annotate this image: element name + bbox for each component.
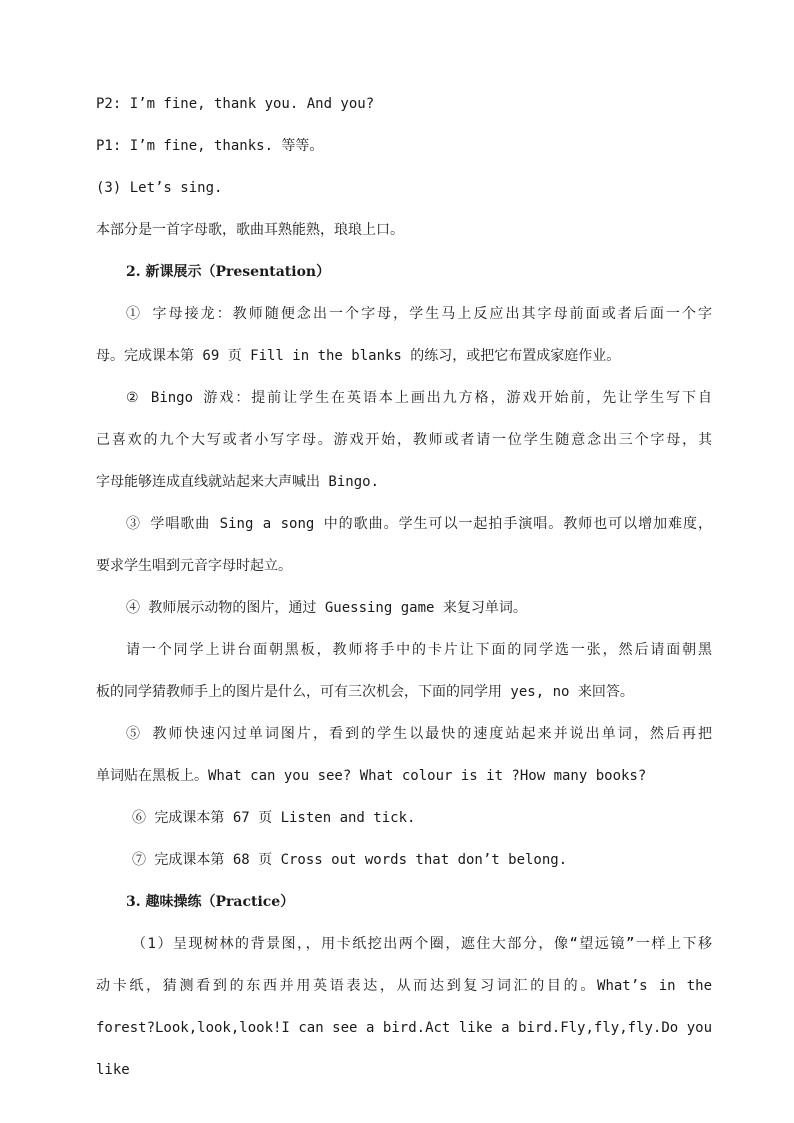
paragraph-line: （1）呈现树林的背景图，，用卡纸挖出两个圈，遮住大部分，像“望远镜”一样上下移 bbox=[132, 936, 712, 952]
paragraph-line: forest?Look,look,look!I can see a bird.Act like a bird.Fly,fly,fly.Do you bbox=[96, 1020, 712, 1036]
paragraph-line: 单词贴在黑板上。What can you see? What colour is it ?How many books? bbox=[96, 768, 647, 784]
paragraph-line: 请一个同学上讲台面朝黑板，教师将手中的卡片让下面的同学选一张，然后请面朝黑 bbox=[126, 642, 712, 658]
paragraph-line: ③ 学唱歌曲 Sing a song 中的歌曲。学生可以一起拍手演唱。教师也可以增加难度， bbox=[126, 516, 712, 532]
section-heading-practice: 3. 趣味操练（Practice） bbox=[126, 894, 295, 910]
paragraph-line: 己喜欢的九个大写或者小写字母。游戏开始，教师或者请一位学生随意念出三个字母，其 bbox=[96, 432, 712, 448]
paragraph-line: 字母能够连成直线就站起来大声喊出 Bingo. bbox=[96, 474, 379, 490]
paragraph-line: ⑤ 教师快速闪过单词图片，看到的学生以最快的速度站起来并说出单词，然后再把 bbox=[126, 726, 712, 742]
paragraph-line: ② Bingo 游戏：提前让学生在英语本上画出九方格，游戏开始前，先让学生写下自 bbox=[126, 390, 712, 406]
section-heading-presentation: 2. 新课展示（Presentation） bbox=[126, 264, 331, 280]
paragraph-line: 要求学生唱到元音字母时起立。 bbox=[96, 558, 292, 574]
paragraph-line: ① 字母接龙：教师随便念出一个字母，学生马上反应出其字母前面或者后面一个字 bbox=[126, 306, 712, 322]
lets-sing-label: (3) Let’s sing. bbox=[96, 180, 223, 196]
song-description: 本部分是一首字母歌，歌曲耳熟能熟，琅琅上口。 bbox=[96, 222, 404, 238]
paragraph-line: ⑦ 完成课本第 68 页 Cross out words that don’t belong. bbox=[132, 852, 568, 868]
paragraph-line: ⑥ 完成课本第 67 页 Listen and tick. bbox=[132, 810, 416, 826]
paragraph-line: 板的同学猜教师手上的图片是什么，可有三次机会，下面的同学用 yes, no 来回答。 bbox=[96, 684, 634, 700]
dialogue-line-p2: P2: I’m fine, thank you. And you? bbox=[96, 96, 375, 112]
paragraph-line: like bbox=[96, 1062, 130, 1078]
paragraph-line: ④ 教师展示动物的图片，通过 Guessing game 来复习单词。 bbox=[126, 600, 527, 616]
dialogue-line-p1: P1: I’m fine, thanks. 等等。 bbox=[96, 138, 324, 154]
paragraph-line: 动卡纸，猜测看到的东西并用英语表达，从而达到复习词汇的目的。What’s in the bbox=[96, 978, 712, 994]
paragraph-line: 母。完成课本第 69 页 Fill in the blanks 的练习，或把它布置成家庭作业。 bbox=[96, 348, 621, 364]
